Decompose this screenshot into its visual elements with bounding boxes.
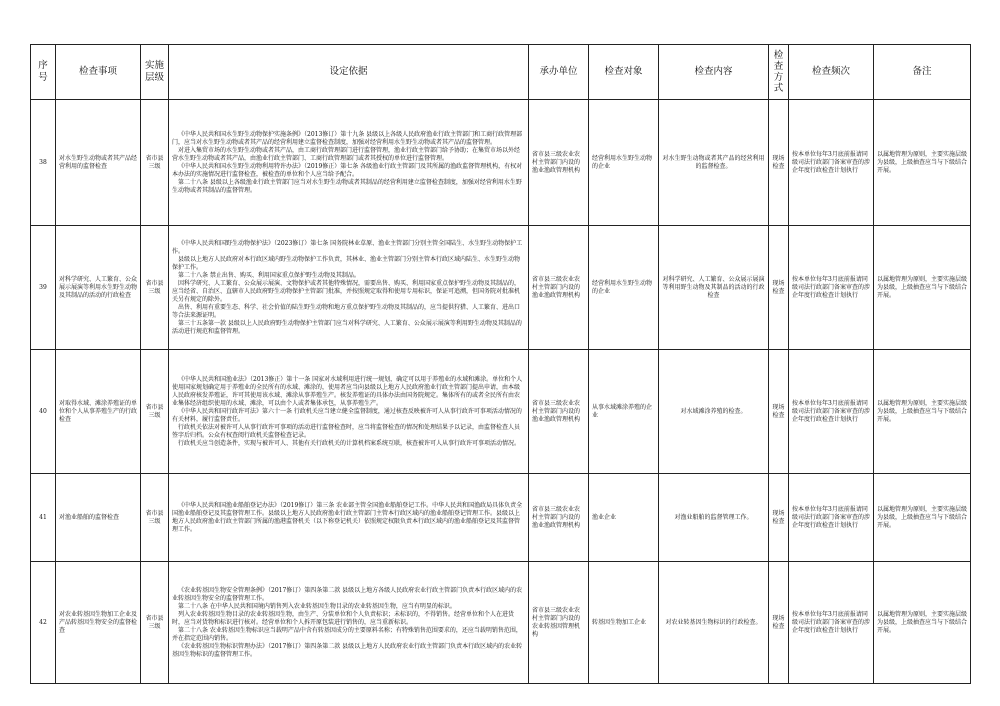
- header-seq: 序号: [31, 45, 56, 100]
- basis-paragraph: 因科学研究、人工繁育、公众展示展演、文物保护或者其他特殊情况，需要出售、购买、利用国家重点保护野生动物及其制品的，应当经省、自治区、直辖市人民政府野生动物保护主管部门批准，并按照规定取得和使用专用标识，保证可追溯，但国务院对批准机关另有规定的除外。: [172, 279, 521, 303]
- cell-method: 现场检查: [769, 226, 789, 350]
- cell-note: 以属地管理为原则，主要实施层级为县级，上级抽查应当与下级结合开展。: [874, 100, 971, 226]
- cell-object: 转基因生物加工企业: [589, 562, 659, 684]
- cell-unit: 省市县三级农业农村主管部门内设的渔业渔政管理机构: [529, 100, 589, 226]
- cell-seq: 39: [31, 226, 56, 350]
- cell-content: 对渔业船舶的监督管理工作。: [659, 474, 769, 562]
- cell-item: 对取得水域、滩涂养殖证的单位和个人从事养殖生产的行政检查: [56, 350, 141, 474]
- basis-paragraph: 《中华人民共和国水生野生动物保护实施条例》（2013修订）第十九条 县级以上各级人民政府渔业行政主管部门和工商行政管理部门，应当对水生野生动物或者其产品的经营利用建立监督检查制度，加强对经营利用水生野生动物或者其产品的监督管理。: [172, 130, 523, 146]
- basis-paragraph: 列入农业转基因生物目录的农业转基因生物，由生产、分装单位和个人负责标识；未标识的，不得销售。经营单位和个人在进货时，应当对货物和标识进行核对。经营单位和个人拆开原包装进行销售的，应当重新标识。: [172, 610, 515, 626]
- cell-object: 从事水域滩涂养殖的企业: [589, 350, 659, 474]
- header-item: 检查事项: [56, 45, 141, 100]
- cell-note: 以属地管理为原则，主要实施层级为县级，上级抽查应当与下级结合开展。: [874, 226, 971, 350]
- cell-unit: 省市县三级农业农村主管部门内设的农业转基因管理机构: [529, 562, 589, 684]
- cell-unit: 省市县三级农业农村主管部门内设的渔业渔政管理机构: [529, 226, 589, 350]
- cell-seq: 40: [31, 350, 56, 474]
- cell-basis: [169, 474, 529, 562]
- basis-paragraph: 《中华人民共和国野生动物保护法》（2023修订）第七条 国务院林业草原、渔业主管部门分别主管全国陆生、水生野生动物保护工作。: [172, 239, 523, 255]
- header-method: [769, 45, 789, 100]
- cell-seq: 42: [31, 562, 56, 684]
- cell-basis: [169, 226, 529, 350]
- basis-paragraph: 第二十八条 县级以上各级渔业行政主管部门应当对水生野生动物或者其制品的经营利用建立监督检查制度，加强对经营利用水生野生动物或者其制品的监督管理。: [172, 178, 522, 194]
- table-row: [31, 350, 971, 474]
- cell-level: 省市县三级: [141, 474, 169, 562]
- cell-basis: [169, 100, 529, 226]
- basis-paragraph: 《农业转基因生物安全管理条例》（2017修订）第四条第二款 县级以上地方各级人民政府农业行政主管部门负责本行政区域内的农业转基因生物安全的监督管理工作。: [172, 586, 523, 602]
- header-content: 检查内容: [659, 45, 769, 100]
- cell-freq: 按本单位每年3月底前报请同级司法行政部门备案审查的涉企年度行政检查计划执行: [789, 474, 874, 562]
- cell-content: 对水域滩涂养殖的检查。: [659, 350, 769, 474]
- table-body: [31, 100, 971, 684]
- basis-paragraph: 《中华人民共和国渔业船舶登记办法》（2019修订）第三条 农业部主管全国渔业船舶登记工作。中华人民共和国渔政局具体负责全国渔业船舶登记及其监督管理工作。县级以上地方人民政府渔业行政主管部门主管本行政区域内的渔业船舶登记管理工作。县级以上地方人民政府渔业行政主管部门所属的渔港监督机关（以下称登记机关）依照规定权限负责本行政区域内的渔业船舶登记及其监督管理工作。: [172, 501, 523, 533]
- cell-content: 对农业转基因生物标识的行政检查。: [659, 562, 769, 684]
- cell-method: 现场检查: [769, 474, 789, 562]
- cell-level: 省市县三级: [141, 100, 169, 226]
- cell-method: 现场检查: [769, 350, 789, 474]
- cell-method: 现场检查: [769, 562, 789, 684]
- cell-object: 经营利用水生野生动物的企业: [589, 100, 659, 226]
- header-row: [31, 45, 971, 100]
- header-level: 实施层级: [141, 45, 169, 100]
- cell-method: 现场检查: [769, 100, 789, 226]
- basis-paragraph: 《中华人民共和国渔业法》（2013修正）第十一条 国家对水域利用进行统一规划，确定可以用于养殖业的水域和滩涂。单位和个人使用国家规划确定用于养殖业的全民所有的水域、滩涂的，使用者应当向县级以上地方人民政府渔业行政主管部门提出申请，由本级人民政府核发养殖证，许可其使用该水域、滩涂从事养殖生产。核发养殖证的具体办法由国务院规定。集体所有的或者全民所有由农业集体经济组织使用的水域、滩涂，可以由个人或者集体承包，从事养殖生产。: [172, 375, 523, 407]
- basis-paragraph: 《中华人民共和国行政许可法》第六十一条 行政机关应当建立健全监督制度，通过核查反映被许可人从事行政许可事项活动情况的有关材料，履行监督责任。: [172, 407, 522, 423]
- header-object: 检查对象: [589, 45, 659, 100]
- cell-content: 对科学研究、人工繁育、公众展示展演等利用野生动物及其制品的活动的行政检查: [659, 226, 769, 350]
- cell-level: 省市县三级: [141, 562, 169, 684]
- cell-freq: 按本单位每年3月底前报请同级司法行政部门备案审查的涉企年度行政检查计划执行: [789, 350, 874, 474]
- table-row: [31, 562, 971, 684]
- header-note: 备注: [874, 45, 971, 100]
- basis-paragraph: 出售、利用有重要生态、科学、社会价值的陆生野生动物和地方重点保护野生动物及其制品的，应当提供狩猎、人工繁育、进出口等合法来源证明。: [172, 303, 521, 319]
- basis-paragraph: 《中华人民共和国水生野生动物利用特许办法》（2019修正）第七条 各级渔业行政主管部门及其所属的渔政监督管理机构，有权对本办法的实施情况进行监督检查，被检查的单位和个人应当给予配合。: [172, 162, 523, 178]
- cell-item: 对农业转基因生物加工企业及产品转基因生物安全的监督检查: [56, 562, 141, 684]
- cell-object: 经营利用水生野生动物的企业: [589, 226, 659, 350]
- cell-freq: 按本单位每年3月底前报请同级司法行政部门备案审查的涉企年度行政检查计划执行: [789, 562, 874, 684]
- basis-paragraph: 对进入集贸市场的水生野生动物或者其产品，由工商行政管理部门进行监督管理，渔业行政主管部门给予协助；在集贸市场以外经营水生野生动物或者其产品，由渔业行政主管部门、工商行政管理部门或者其授权的单位进行监督管理。: [172, 146, 521, 162]
- cell-basis: [169, 350, 529, 474]
- cell-note: 以属地管理为原则，主要实施层级为县级，上级抽查应当与下级结合开展。: [874, 350, 971, 474]
- basis-paragraph: 县级以上地方人民政府对本行政区域内野生动物保护工作负责，其林业、渔业主管部门分别主管本行政区域内陆生、水生野生动物保护工作。: [172, 255, 521, 271]
- table-row: [31, 474, 971, 562]
- cell-unit: 省市县三级农业农村主管部门内设的渔业渔政管理机构: [529, 350, 589, 474]
- cell-object: 渔业企业: [589, 474, 659, 562]
- table-row: [31, 226, 971, 350]
- basis-paragraph: 第二十八条 禁止出售、购买、利用国家重点保护野生动物及其制品。: [178, 271, 360, 279]
- table-row: [31, 100, 971, 226]
- header-basis: 设定依据: [169, 45, 529, 100]
- cell-content: 对水生野生动物或者其产品的经营利用的监督检查。: [659, 100, 769, 226]
- cell-seq: 41: [31, 474, 56, 562]
- cell-level: 省市县三级: [141, 226, 169, 350]
- basis-paragraph: 行政机关应当创造条件，实现与被许可人、其他有关行政机关的计算机档案系统互联，核查被许可人从事行政许可事项活动情况。: [178, 439, 521, 447]
- cell-note: 以属地管理为原则，主要实施层级为县级，上级抽查应当与下级结合开展。: [874, 474, 971, 562]
- cell-unit: 省市县三级农业农村主管部门内设的渔业渔政管理机构: [529, 474, 589, 562]
- basis-paragraph: 《农业转基因生物标识管理办法》（2017修订）第四条第二款 县级以上地方人民政府农业行政主管部门负责本行政区域内的农业转基因生物标识的监督管理工作。: [172, 642, 523, 658]
- header-unit: 承办单位: [529, 45, 589, 100]
- basis-paragraph: 第二十八条 农业转基因生物标识应当载明产品中含有转基因成分的主要原料名称；有特殊销售范围要求的，还应当载明销售范围，并在指定范围内销售。: [172, 626, 522, 642]
- cell-note: 以属地管理为原则，主要实施层级为县级，上级抽查应当与下级结合开展。: [874, 562, 971, 684]
- header-freq: 检查频次: [789, 45, 874, 100]
- cell-seq: 38: [31, 100, 56, 226]
- cell-item: 对科学研究、人工繁育、公众展示展演等利用水生野生动物及其制品的活动的行政检查: [56, 226, 141, 350]
- cell-item: 对渔业船舶的监督检查: [56, 474, 141, 562]
- cell-freq: 按本单位每年3月底前报请同级司法行政部门备案审查的涉企年度行政检查计划执行: [789, 226, 874, 350]
- basis-paragraph: 第三十五条第一款 县级以上人民政府野生动物保护主管部门应当对科学研究、人工繁育、公众展示展演等利用野生动物及其制品的活动进行规范和监督管理。: [172, 319, 522, 335]
- cell-freq: 按本单位每年3月底前报请同级司法行政部门备案审查的涉企年度行政检查计划执行: [789, 100, 874, 226]
- basis-paragraph: 行政机关依法对被许可人从事行政许可事项的活动进行监督检查时，应当将监督检查的情况和处理结果予以记录，由监督检查人员签字后归档。公众有权查阅行政机关监督检查记录。: [172, 423, 521, 439]
- header-method-text: 检查方式: [773, 49, 784, 94]
- basis-paragraph: 第二十八条 在中华人民共和国境内销售列入农业转基因生物目录的农业转基因生物，应当有明显的标识。: [178, 602, 456, 610]
- inspection-table: [30, 44, 971, 684]
- cell-item: 对水生野生动物或者其产品经营利用的监督检查: [56, 100, 141, 226]
- cell-level: 省市县三级: [141, 350, 169, 474]
- cell-basis: [169, 562, 529, 684]
